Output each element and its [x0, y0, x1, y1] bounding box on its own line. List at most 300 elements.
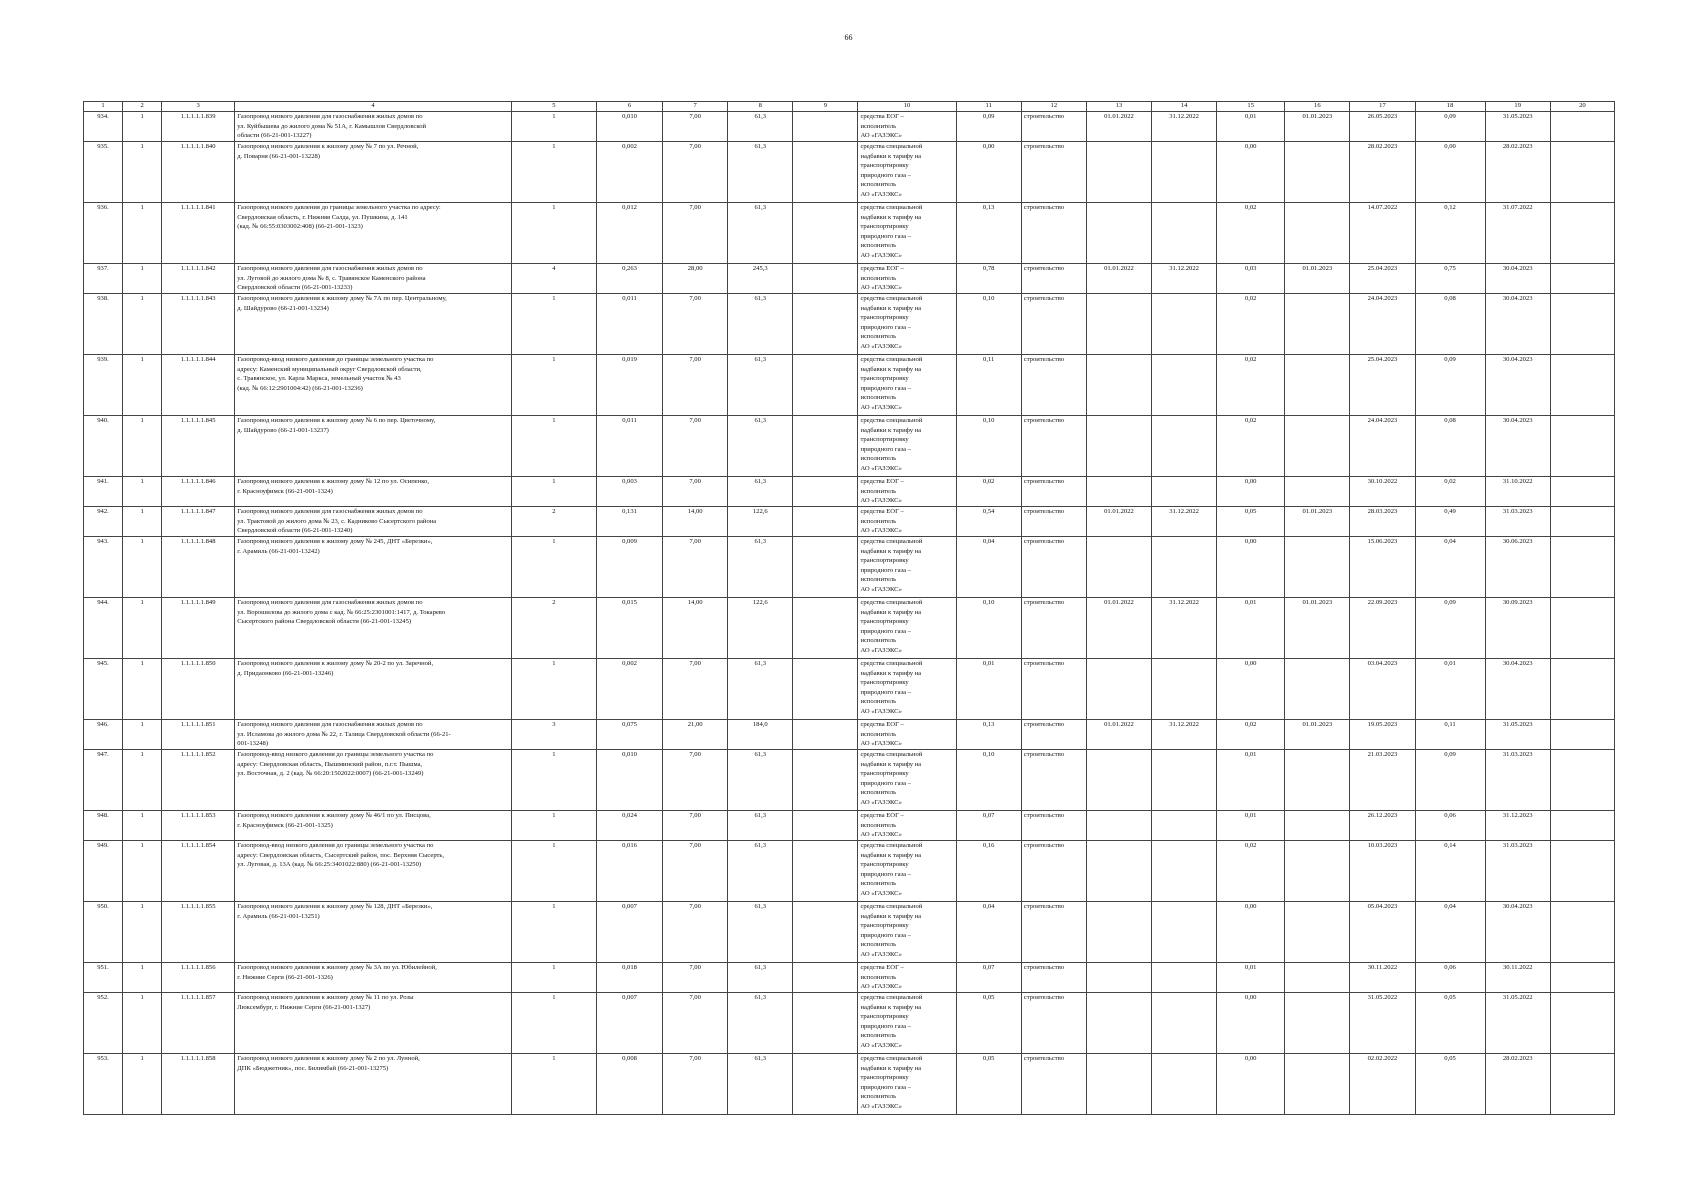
cell-col-17: 30.11.2022 [1350, 963, 1415, 993]
cell-col-7: 7,00 [663, 811, 728, 841]
cell-col-15: 0,02 [1217, 841, 1285, 902]
cell-col-10: средства специальной надбавки к тарифу на транспортировку природного газа – исполнитель АО «ГАЗЭКС» [858, 355, 956, 416]
cell-col-1: 952. [84, 993, 123, 1054]
cell-col-12: строительство [1021, 203, 1086, 264]
cell-col-9 [793, 294, 858, 355]
cell-col-8: 122,6 [728, 598, 793, 659]
cell-col-20 [1550, 598, 1614, 659]
column-header-3: 3 [162, 102, 235, 112]
cell-col-7: 28,00 [663, 264, 728, 294]
cell-col-15: 0,02 [1217, 355, 1285, 416]
cell-col-8: 61,3 [728, 142, 793, 203]
cell-col-7: 7,00 [663, 142, 728, 203]
cell-col-16 [1285, 294, 1350, 355]
cell-col-14 [1152, 416, 1217, 477]
cell-col-8: 245,3 [728, 264, 793, 294]
column-header-19: 19 [1485, 102, 1550, 112]
cell-col-12: строительство [1021, 841, 1086, 902]
cell-col-5: 3 [511, 720, 596, 750]
cell-col-8: 61,3 [728, 963, 793, 993]
cell-col-17: 30.10.2022 [1350, 477, 1415, 507]
cell-col-12: строительство [1021, 993, 1086, 1054]
cell-col-15: 0,01 [1217, 112, 1285, 142]
cell-col-20 [1550, 1054, 1614, 1115]
cell-col-15: 0,00 [1217, 142, 1285, 203]
cell-col-7: 7,00 [663, 750, 728, 811]
cell-col-20 [1550, 720, 1614, 750]
cell-col-7: 7,00 [663, 477, 728, 507]
cell-col-11: 0,01 [956, 659, 1021, 720]
table-row [84, 416, 1615, 477]
cell-col-3: 1.1.1.1.1.842 [162, 264, 235, 294]
cell-col-6: 0,016 [596, 841, 662, 902]
cell-col-11: 0,10 [956, 598, 1021, 659]
cell-col-5: 1 [511, 993, 596, 1054]
cell-col-7: 14,00 [663, 507, 728, 537]
cell-col-18: 0,09 [1415, 112, 1485, 142]
cell-col-1: 938. [84, 294, 123, 355]
cell-col-16 [1285, 902, 1350, 963]
cell-col-14 [1152, 963, 1217, 993]
column-header-8: 8 [728, 102, 793, 112]
cell-col-13 [1086, 963, 1151, 993]
cell-col-12: строительство [1021, 537, 1086, 598]
cell-col-16 [1285, 477, 1350, 507]
cell-col-15: 0,01 [1217, 811, 1285, 841]
cell-col-11: 0,07 [956, 963, 1021, 993]
cell-col-8: 61,3 [728, 659, 793, 720]
cell-col-7: 7,00 [663, 537, 728, 598]
cell-col-17: 21.03.2023 [1350, 750, 1415, 811]
cell-col-20 [1550, 811, 1614, 841]
cell-col-2: 1 [123, 355, 162, 416]
cell-col-7: 7,00 [663, 355, 728, 416]
cell-col-4: Газопровод низкого давления к жилому дому № 11 по ул. Розы Люксембург, г. Нижние Серги (66-21-001-1327) [235, 993, 512, 1054]
cell-col-6: 0,008 [596, 1054, 662, 1115]
cell-col-3: 1.1.1.1.1.857 [162, 993, 235, 1054]
cell-col-15: 0,00 [1217, 993, 1285, 1054]
column-header-10: 10 [858, 102, 956, 112]
cell-col-16 [1285, 1054, 1350, 1115]
cell-col-17: 14.07.2022 [1350, 203, 1415, 264]
table-row [84, 993, 1615, 1054]
cell-col-4: Газопровод низкого давления к жилому дому № 12 по ул. Осипенко, г. Красноуфимск (66-21-001-1324) [235, 477, 512, 507]
table-row [84, 659, 1615, 720]
cell-col-12: строительство [1021, 355, 1086, 416]
cell-col-19: 30.06.2023 [1485, 537, 1550, 598]
cell-col-11: 0,10 [956, 750, 1021, 811]
cell-col-2: 1 [123, 142, 162, 203]
cell-col-17: 25.04.2023 [1350, 264, 1415, 294]
cell-col-9 [793, 598, 858, 659]
cell-col-6: 0,018 [596, 963, 662, 993]
cell-col-7: 7,00 [663, 1054, 728, 1115]
cell-col-14 [1152, 811, 1217, 841]
cell-col-14 [1152, 902, 1217, 963]
cell-col-8: 61,3 [728, 112, 793, 142]
column-number-row [84, 102, 1615, 112]
table-row [84, 811, 1615, 841]
cell-col-3: 1.1.1.1.1.853 [162, 811, 235, 841]
column-header-11: 11 [956, 102, 1021, 112]
cell-col-1: 943. [84, 537, 123, 598]
table-row [84, 294, 1615, 355]
cell-col-9 [793, 203, 858, 264]
cell-col-9 [793, 963, 858, 993]
cell-col-10: средства специальной надбавки к тарифу на транспортировку природного газа – исполнитель АО «ГАЗЭКС» [858, 416, 956, 477]
cell-col-16 [1285, 142, 1350, 203]
cell-col-19: 30.04.2023 [1485, 416, 1550, 477]
cell-col-6: 0,015 [596, 598, 662, 659]
cell-col-15: 0,02 [1217, 720, 1285, 750]
cell-col-17: 02.02.2022 [1350, 1054, 1415, 1115]
cell-col-7: 7,00 [663, 112, 728, 142]
cell-col-3: 1.1.1.1.1.849 [162, 598, 235, 659]
cell-col-3: 1.1.1.1.1.856 [162, 963, 235, 993]
cell-col-17: 24.04.2023 [1350, 416, 1415, 477]
cell-col-4: Газопровод низкого давления к жилому дому № 7А по пер. Центральному, д. Шайдурово (66-21-001-13234) [235, 294, 512, 355]
cell-col-14 [1152, 294, 1217, 355]
cell-col-10: средства специальной надбавки к тарифу на транспортировку природного газа – исполнитель АО «ГАЗЭКС» [858, 142, 956, 203]
cell-col-1: 953. [84, 1054, 123, 1115]
cell-col-9 [793, 416, 858, 477]
cell-col-16 [1285, 203, 1350, 264]
cell-col-12: строительство [1021, 507, 1086, 537]
cell-col-10: средства ЕОГ – исполнитель АО «ГАЗЭКС» [858, 811, 956, 841]
cell-col-8: 61,3 [728, 355, 793, 416]
cell-col-11: 0,05 [956, 993, 1021, 1054]
cell-col-14 [1152, 142, 1217, 203]
cell-col-6: 0,263 [596, 264, 662, 294]
cell-col-16 [1285, 963, 1350, 993]
cell-col-7: 7,00 [663, 294, 728, 355]
table-row [84, 1054, 1615, 1115]
cell-col-2: 1 [123, 203, 162, 264]
cell-col-3: 1.1.1.1.1.843 [162, 294, 235, 355]
cell-col-5: 1 [511, 750, 596, 811]
cell-col-4: Газопровод-ввод низкого давления до границы земельного участка по адресу: Свердловская область, Пышминский район, п.г.т. Пышма, ул. Восточная, д. 2 (кад. № 66:20:1502022:0007) (66-21-001-13249) [235, 750, 512, 811]
table-row [84, 507, 1615, 537]
cell-col-14 [1152, 537, 1217, 598]
cell-col-15: 0,05 [1217, 507, 1285, 537]
cell-col-7: 7,00 [663, 993, 728, 1054]
cell-col-18: 0,09 [1415, 355, 1485, 416]
cell-col-4: Газопровод низкого давления к жилому дому № 7 по ул. Речной, д. Поварня (66-21-001-13228) [235, 142, 512, 203]
cell-col-13 [1086, 750, 1151, 811]
cell-col-17: 19.05.2023 [1350, 720, 1415, 750]
cell-col-2: 1 [123, 294, 162, 355]
cell-col-19: 31.07.2022 [1485, 203, 1550, 264]
cell-col-3: 1.1.1.1.1.852 [162, 750, 235, 811]
cell-col-13 [1086, 203, 1151, 264]
cell-col-3: 1.1.1.1.1.847 [162, 507, 235, 537]
cell-col-20 [1550, 264, 1614, 294]
cell-col-3: 1.1.1.1.1.858 [162, 1054, 235, 1115]
cell-col-5: 1 [511, 142, 596, 203]
cell-col-2: 1 [123, 993, 162, 1054]
cell-col-19: 30.04.2023 [1485, 264, 1550, 294]
cell-col-6: 0,075 [596, 720, 662, 750]
cell-col-12: строительство [1021, 142, 1086, 203]
cell-col-15: 0,03 [1217, 264, 1285, 294]
cell-col-1: 951. [84, 963, 123, 993]
cell-col-18: 0,02 [1415, 477, 1485, 507]
cell-col-1: 949. [84, 841, 123, 902]
cell-col-10: средства ЕОГ – исполнитель АО «ГАЗЭКС» [858, 477, 956, 507]
cell-col-8: 61,3 [728, 294, 793, 355]
cell-col-1: 942. [84, 507, 123, 537]
cell-col-4: Газопровод низкого давления для газоснабжения жилых домов по ул. Куйбышева до жилого дома № 51А, г. Камышлов Свердловской области (66-21-001-13227) [235, 112, 512, 142]
cell-col-12: строительство [1021, 720, 1086, 750]
table-row [84, 598, 1615, 659]
cell-col-10: средства специальной надбавки к тарифу на транспортировку природного газа – исполнитель АО «ГАЗЭКС» [858, 203, 956, 264]
investment-program-table [83, 101, 1615, 1115]
cell-col-10: средства специальной надбавки к тарифу на транспортировку природного газа – исполнитель АО «ГАЗЭКС» [858, 598, 956, 659]
cell-col-9 [793, 112, 858, 142]
cell-col-9 [793, 750, 858, 811]
cell-col-18: 0,49 [1415, 507, 1485, 537]
cell-col-13: 01.01.2022 [1086, 112, 1151, 142]
cell-col-8: 61,3 [728, 841, 793, 902]
column-header-9: 9 [793, 102, 858, 112]
cell-col-2: 1 [123, 537, 162, 598]
cell-col-3: 1.1.1.1.1.845 [162, 416, 235, 477]
cell-col-4: Газопровод низкого давления для газоснабжения жилых домов по ул. Трактовой до жилого дома № 23, с. Кадниково Сысертского района Свердловской области (66-21-001-13240) [235, 507, 512, 537]
cell-col-4: Газопровод низкого давления к жилому дому № 46/1 по ул. Писцова, г. Красноуфимск (66-21-001-1325) [235, 811, 512, 841]
cell-col-12: строительство [1021, 598, 1086, 659]
cell-col-18: 0,12 [1415, 203, 1485, 264]
cell-col-13: 01.01.2022 [1086, 264, 1151, 294]
cell-col-11: 0,10 [956, 416, 1021, 477]
cell-col-6: 0,010 [596, 112, 662, 142]
cell-col-8: 61,3 [728, 203, 793, 264]
cell-col-8: 61,3 [728, 1054, 793, 1115]
cell-col-11: 0,11 [956, 355, 1021, 416]
cell-col-16: 01.01.2023 [1285, 507, 1350, 537]
cell-col-1: 940. [84, 416, 123, 477]
cell-col-7: 7,00 [663, 902, 728, 963]
cell-col-1: 950. [84, 902, 123, 963]
cell-col-12: строительство [1021, 416, 1086, 477]
cell-col-7: 7,00 [663, 203, 728, 264]
table-row [84, 264, 1615, 294]
cell-col-13 [1086, 811, 1151, 841]
cell-col-9 [793, 537, 858, 598]
cell-col-18: 0,09 [1415, 598, 1485, 659]
cell-col-4: Газопровод низкого давления к жилому дому № 245, ДНТ «Березки», г. Арамиль (66-21-001-13242) [235, 537, 512, 598]
cell-col-4: Газопровод низкого давления к жилому дому № 2 по ул. Лунной, ДПК «Бюджетник», пос. Билимбай (66-21-001-13275) [235, 1054, 512, 1115]
cell-col-8: 184,0 [728, 720, 793, 750]
cell-col-18: 0,01 [1415, 659, 1485, 720]
cell-col-8: 122,6 [728, 507, 793, 537]
cell-col-20 [1550, 142, 1614, 203]
cell-col-1: 939. [84, 355, 123, 416]
cell-col-5: 1 [511, 841, 596, 902]
cell-col-10: средства специальной надбавки к тарифу на транспортировку природного газа – исполнитель АО «ГАЗЭКС» [858, 294, 956, 355]
cell-col-6: 0,007 [596, 993, 662, 1054]
cell-col-7: 7,00 [663, 416, 728, 477]
cell-col-6: 0,010 [596, 750, 662, 811]
cell-col-15: 0,00 [1217, 659, 1285, 720]
cell-col-17: 10.03.2023 [1350, 841, 1415, 902]
cell-col-20 [1550, 112, 1614, 142]
cell-col-20 [1550, 416, 1614, 477]
cell-col-20 [1550, 963, 1614, 993]
cell-col-9 [793, 477, 858, 507]
cell-col-1: 934. [84, 112, 123, 142]
cell-col-7: 21,00 [663, 720, 728, 750]
cell-col-18: 0,08 [1415, 294, 1485, 355]
cell-col-13 [1086, 477, 1151, 507]
column-header-17: 17 [1350, 102, 1415, 112]
cell-col-13 [1086, 537, 1151, 598]
cell-col-11: 0,13 [956, 720, 1021, 750]
column-header-4: 4 [235, 102, 512, 112]
cell-col-18: 0,08 [1415, 416, 1485, 477]
cell-col-16 [1285, 841, 1350, 902]
cell-col-8: 61,3 [728, 993, 793, 1054]
cell-col-17: 25.04.2023 [1350, 355, 1415, 416]
cell-col-6: 0,007 [596, 902, 662, 963]
cell-col-14: 31.12.2022 [1152, 720, 1217, 750]
cell-col-12: строительство [1021, 294, 1086, 355]
cell-col-16: 01.01.2023 [1285, 112, 1350, 142]
cell-col-18: 0,06 [1415, 963, 1485, 993]
column-header-20: 20 [1550, 102, 1614, 112]
cell-col-4: Газопровод низкого давления до границы земельного участка по адресу: Свердловская область, г. Нижняя Салда, ул. Пушкина, д. 141 (кад. № 66:55:0303002:408) (66-21-001-1323) [235, 203, 512, 264]
cell-col-3: 1.1.1.1.1.846 [162, 477, 235, 507]
cell-col-5: 4 [511, 264, 596, 294]
cell-col-11: 0,09 [956, 112, 1021, 142]
column-header-5: 5 [511, 102, 596, 112]
cell-col-5: 1 [511, 203, 596, 264]
cell-col-18: 0,75 [1415, 264, 1485, 294]
cell-col-11: 0,02 [956, 477, 1021, 507]
cell-col-18: 0,04 [1415, 902, 1485, 963]
cell-col-3: 1.1.1.1.1.840 [162, 142, 235, 203]
cell-col-5: 1 [511, 112, 596, 142]
table-row [84, 902, 1615, 963]
cell-col-16 [1285, 750, 1350, 811]
cell-col-14: 31.12.2022 [1152, 112, 1217, 142]
cell-col-19: 28.02.2023 [1485, 1054, 1550, 1115]
cell-col-3: 1.1.1.1.1.841 [162, 203, 235, 264]
cell-col-19: 30.11.2022 [1485, 963, 1550, 993]
cell-col-9 [793, 902, 858, 963]
cell-col-20 [1550, 993, 1614, 1054]
cell-col-6: 0,012 [596, 203, 662, 264]
cell-col-18: 0,04 [1415, 537, 1485, 598]
cell-col-4: Газопровод низкого давления для газоснабжения жилых домов по ул. Луговой до жилого дома № 8, с. Травянское Каменского района Свердловской области (66-21-001-13233) [235, 264, 512, 294]
cell-col-6: 0,011 [596, 416, 662, 477]
cell-col-4: Газопровод низкого давления для газоснабжения жилых домов по ул. Ворошилова до жилого дома с кад. № 66:25:2301001:1417, д. Токарево Сысертского района Свердловской области (66-21-001-13245) [235, 598, 512, 659]
cell-col-17: 24.04.2023 [1350, 294, 1415, 355]
cell-col-15: 0,01 [1217, 750, 1285, 811]
cell-col-19: 30.04.2023 [1485, 902, 1550, 963]
cell-col-10: средства ЕОГ – исполнитель АО «ГАЗЭКС» [858, 963, 956, 993]
cell-col-12: строительство [1021, 963, 1086, 993]
cell-col-5: 1 [511, 294, 596, 355]
cell-col-10: средства ЕОГ – исполнитель АО «ГАЗЭКС» [858, 720, 956, 750]
cell-col-2: 1 [123, 963, 162, 993]
cell-col-20 [1550, 203, 1614, 264]
table-row [84, 750, 1615, 811]
cell-col-14 [1152, 750, 1217, 811]
cell-col-16: 01.01.2023 [1285, 264, 1350, 294]
cell-col-11: 0,78 [956, 264, 1021, 294]
cell-col-2: 1 [123, 112, 162, 142]
column-header-6: 6 [596, 102, 662, 112]
cell-col-5: 1 [511, 1054, 596, 1115]
cell-col-12: строительство [1021, 477, 1086, 507]
cell-col-19: 31.10.2022 [1485, 477, 1550, 507]
column-header-2: 2 [123, 102, 162, 112]
cell-col-15: 0,01 [1217, 963, 1285, 993]
cell-col-14 [1152, 203, 1217, 264]
cell-col-10: средства специальной надбавки к тарифу на транспортировку природного газа – исполнитель АО «ГАЗЭКС» [858, 537, 956, 598]
cell-col-3: 1.1.1.1.1.848 [162, 537, 235, 598]
cell-col-9 [793, 355, 858, 416]
cell-col-15: 0,00 [1217, 1054, 1285, 1115]
cell-col-4: Газопровод-ввод низкого давления до границы земельного участка по адресу: Каменский муниципальный округ Свердловской области, с. Травянское, ул. Карла Маркса, земельный участок № 43 (кад. № 66:12:2901004:42) (66-21-001-13236) [235, 355, 512, 416]
cell-col-9 [793, 841, 858, 902]
cell-col-4: Газопровод низкого давления к жилому дому № 128, ДНТ «Березки», г. Арамиль (66-21-001-13251) [235, 902, 512, 963]
cell-col-13 [1086, 294, 1151, 355]
cell-col-5: 1 [511, 659, 596, 720]
cell-col-2: 1 [123, 750, 162, 811]
cell-col-1: 941. [84, 477, 123, 507]
cell-col-13 [1086, 993, 1151, 1054]
table-row [84, 477, 1615, 507]
cell-col-3: 1.1.1.1.1.855 [162, 902, 235, 963]
cell-col-1: 937. [84, 264, 123, 294]
cell-col-15: 0,00 [1217, 477, 1285, 507]
cell-col-8: 61,3 [728, 811, 793, 841]
cell-col-13 [1086, 841, 1151, 902]
cell-col-11: 0,05 [956, 1054, 1021, 1115]
cell-col-13 [1086, 659, 1151, 720]
cell-col-6: 0,009 [596, 537, 662, 598]
cell-col-14 [1152, 355, 1217, 416]
cell-col-6: 0,002 [596, 142, 662, 203]
cell-col-17: 31.05.2022 [1350, 993, 1415, 1054]
cell-col-1: 945. [84, 659, 123, 720]
column-header-16: 16 [1285, 102, 1350, 112]
cell-col-14 [1152, 841, 1217, 902]
cell-col-11: 0,04 [956, 537, 1021, 598]
cell-col-20 [1550, 750, 1614, 811]
cell-col-3: 1.1.1.1.1.854 [162, 841, 235, 902]
cell-col-6: 0,002 [596, 659, 662, 720]
cell-col-19: 30.04.2023 [1485, 659, 1550, 720]
cell-col-14: 31.12.2022 [1152, 598, 1217, 659]
cell-col-4: Газопровод низкого давления к жилому дому № 6 по пер. Цветочному, д. Шайдурово (66-21-001-13237) [235, 416, 512, 477]
cell-col-20 [1550, 902, 1614, 963]
cell-col-20 [1550, 355, 1614, 416]
cell-col-19: 30.04.2023 [1485, 294, 1550, 355]
cell-col-16 [1285, 537, 1350, 598]
cell-col-6: 0,131 [596, 507, 662, 537]
cell-col-19: 28.02.2023 [1485, 142, 1550, 203]
cell-col-2: 1 [123, 659, 162, 720]
cell-col-14: 31.12.2022 [1152, 264, 1217, 294]
cell-col-19: 31.03.2023 [1485, 507, 1550, 537]
cell-col-17: 15.06.2023 [1350, 537, 1415, 598]
cell-col-5: 2 [511, 598, 596, 659]
cell-col-2: 1 [123, 841, 162, 902]
cell-col-9 [793, 264, 858, 294]
cell-col-9 [793, 720, 858, 750]
